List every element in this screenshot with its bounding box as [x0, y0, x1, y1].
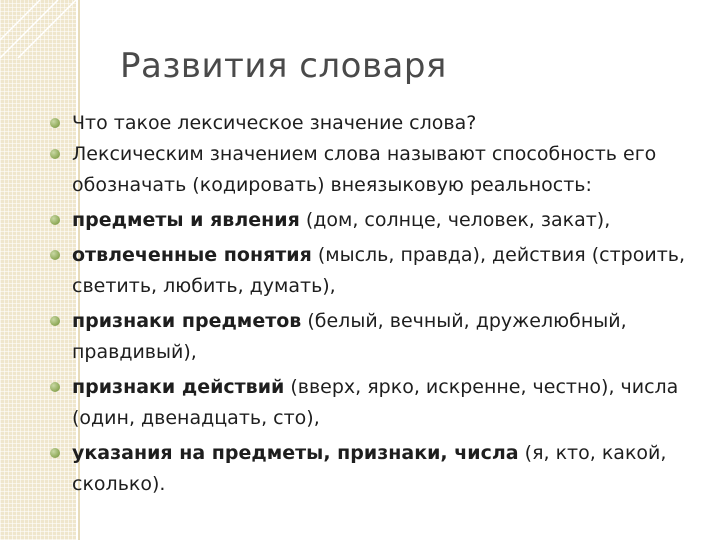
- bullet-icon: [50, 382, 60, 392]
- list-item: [50, 108, 700, 139]
- list-item: [50, 205, 700, 236]
- item-text: Что такое лексическое значение слова?: [72, 112, 477, 134]
- item-bold-text: указания на предметы, признаки, числа: [72, 442, 519, 464]
- bullet-icon: [50, 316, 60, 326]
- list-item: [50, 240, 700, 302]
- list-item: [50, 438, 700, 500]
- item-text: Лексическим значением слова называют способность его обозначать (кодировать) внеязыковую реальность:: [72, 143, 657, 196]
- item-bold-text: отвлеченные понятия: [72, 244, 312, 266]
- list-item: [50, 306, 700, 368]
- decorative-corner-lines: [0, 0, 76, 60]
- item-bold-text: признаки предметов: [72, 310, 302, 332]
- bullet-icon: [50, 149, 60, 159]
- item-bold-text: признаки действий: [72, 376, 285, 398]
- item-text: (дом, солнце, человек, закат),: [299, 209, 611, 231]
- item-bold-text: предметы и явления: [72, 209, 300, 231]
- bullet-list: [50, 108, 700, 500]
- bullet-icon: [50, 215, 60, 225]
- bullet-icon: [50, 448, 60, 458]
- item-text: (я, кто, какой, сколько).: [72, 442, 667, 495]
- item-text: (белый, вечный, дружелюбный, правдивый),: [72, 310, 627, 363]
- slide-title: Развития словаря: [120, 46, 447, 86]
- bullet-icon: [50, 250, 60, 260]
- item-text: (мысль, правда), действия (строить, светить, любить, думать),: [72, 244, 686, 297]
- list-item: [50, 139, 700, 201]
- list-item: [50, 372, 700, 434]
- item-text: (вверх, ярко, искренне, честно), числа (один, двенадцать, сто),: [72, 376, 679, 429]
- bullet-icon: [50, 118, 60, 128]
